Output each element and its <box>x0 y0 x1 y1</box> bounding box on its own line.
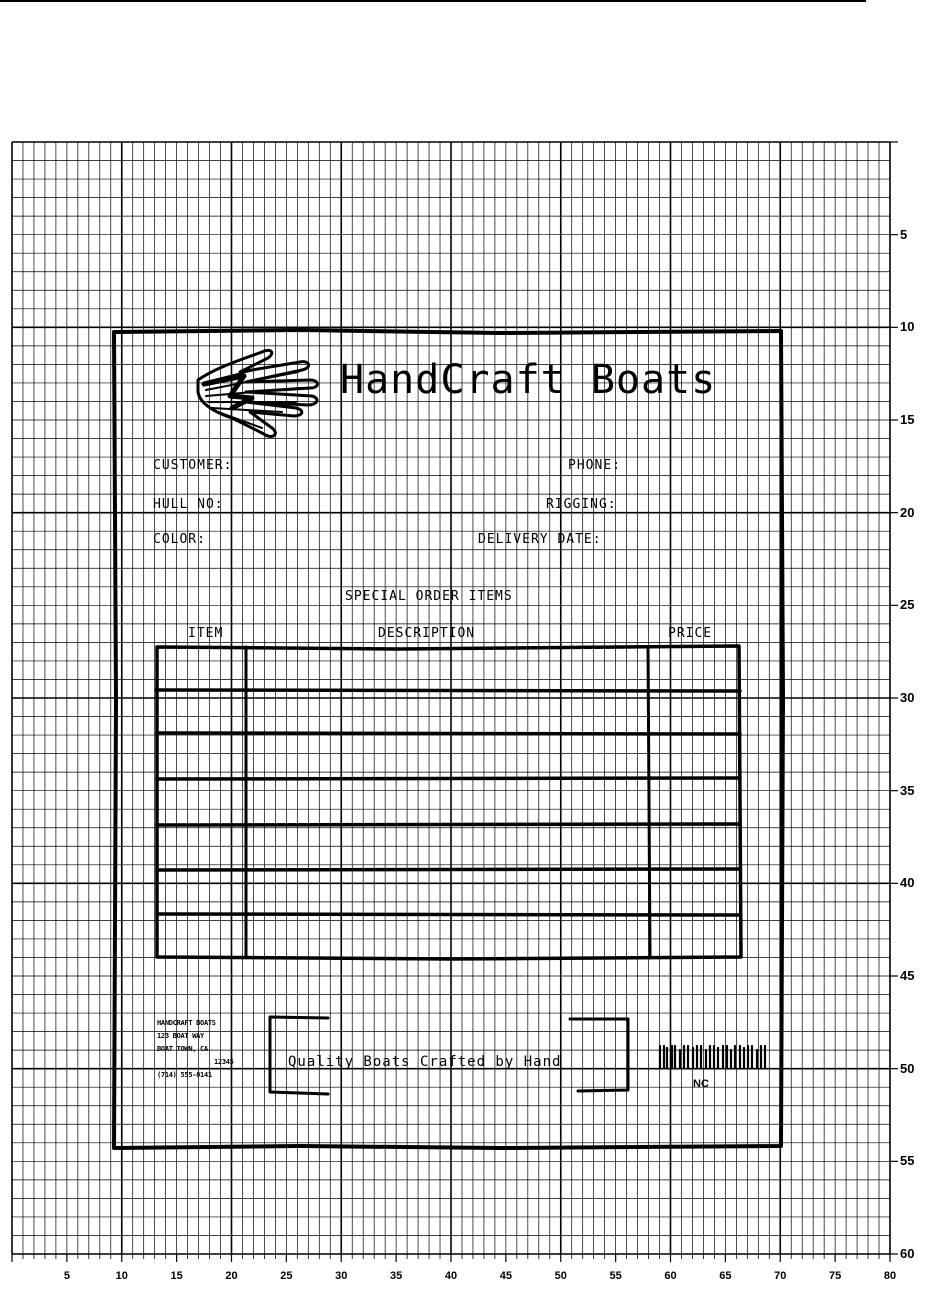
x-tick-label: 70 <box>774 1270 787 1282</box>
address-line: HANDCRAFT BOATS <box>157 1019 216 1027</box>
address-line: (714) 555-0141 <box>157 1071 212 1079</box>
table-header-price: PRICE <box>668 626 713 641</box>
special-order-title: SPECIAL ORDER ITEMS <box>345 589 513 604</box>
y-tick-label: 40 <box>900 875 915 891</box>
table-header-description: DESCRIPTION <box>378 626 476 641</box>
y-tick-label: 20 <box>900 504 915 520</box>
x-tick-label: 60 <box>664 1270 677 1282</box>
x-tick-label: 25 <box>280 1270 293 1282</box>
x-tick-label: 5 <box>63 1270 70 1282</box>
slogan: Quality Boats Crafted by Hand <box>288 1054 562 1070</box>
brand-title: HandCraft Boats <box>340 357 717 403</box>
y-tick-label: 35 <box>900 782 915 798</box>
rigging-label: RIGGING: <box>546 497 617 512</box>
delivery-date-label: DELIVERY DATE: <box>478 532 602 547</box>
barcode-caption: NC <box>693 1078 709 1090</box>
x-tick-label: 30 <box>335 1270 348 1282</box>
x-tick-label: 10 <box>115 1270 128 1282</box>
slogan-bracket-right <box>570 1019 628 1091</box>
x-tick-label: 65 <box>719 1270 732 1282</box>
barcode <box>660 1046 765 1068</box>
x-tick-label: 80 <box>883 1270 897 1282</box>
color-label: COLOR: <box>153 532 206 547</box>
table-header-item: ITEM <box>188 626 224 641</box>
address-line: BOAT TOWN, CA <box>157 1045 208 1053</box>
x-tick-label: 40 <box>444 1270 458 1282</box>
x-tick-label: 55 <box>609 1270 622 1282</box>
x-tick-label: 20 <box>225 1270 238 1282</box>
y-tick-label: 15 <box>900 412 915 427</box>
y-tick-label: 50 <box>900 1060 915 1076</box>
y-tick-label: 25 <box>900 597 915 613</box>
x-tick-label: 75 <box>829 1270 842 1282</box>
x-tick-label: 15 <box>170 1270 183 1282</box>
address-line: 123 BOAT WAY <box>157 1032 204 1040</box>
x-tick-label: 45 <box>499 1270 512 1282</box>
phone-label: PHONE: <box>568 458 621 473</box>
hand-logo-icon <box>198 350 318 436</box>
hull-no-label: HULL NO: <box>153 497 224 512</box>
y-tick-label: 10 <box>900 319 915 335</box>
customer-label: CUSTOMER: <box>153 458 233 473</box>
y-tick-label: 30 <box>900 690 915 705</box>
y-tick-label: 45 <box>900 968 915 983</box>
items-table-col2 <box>648 647 650 957</box>
y-tick-label: 55 <box>900 1153 915 1169</box>
y-tick-label: 5 <box>900 226 908 242</box>
x-tick-label: 50 <box>554 1270 567 1282</box>
address-line: 12345 <box>214 1058 234 1066</box>
x-tick-label: 35 <box>390 1270 403 1282</box>
y-tick-label: 60 <box>900 1246 915 1261</box>
